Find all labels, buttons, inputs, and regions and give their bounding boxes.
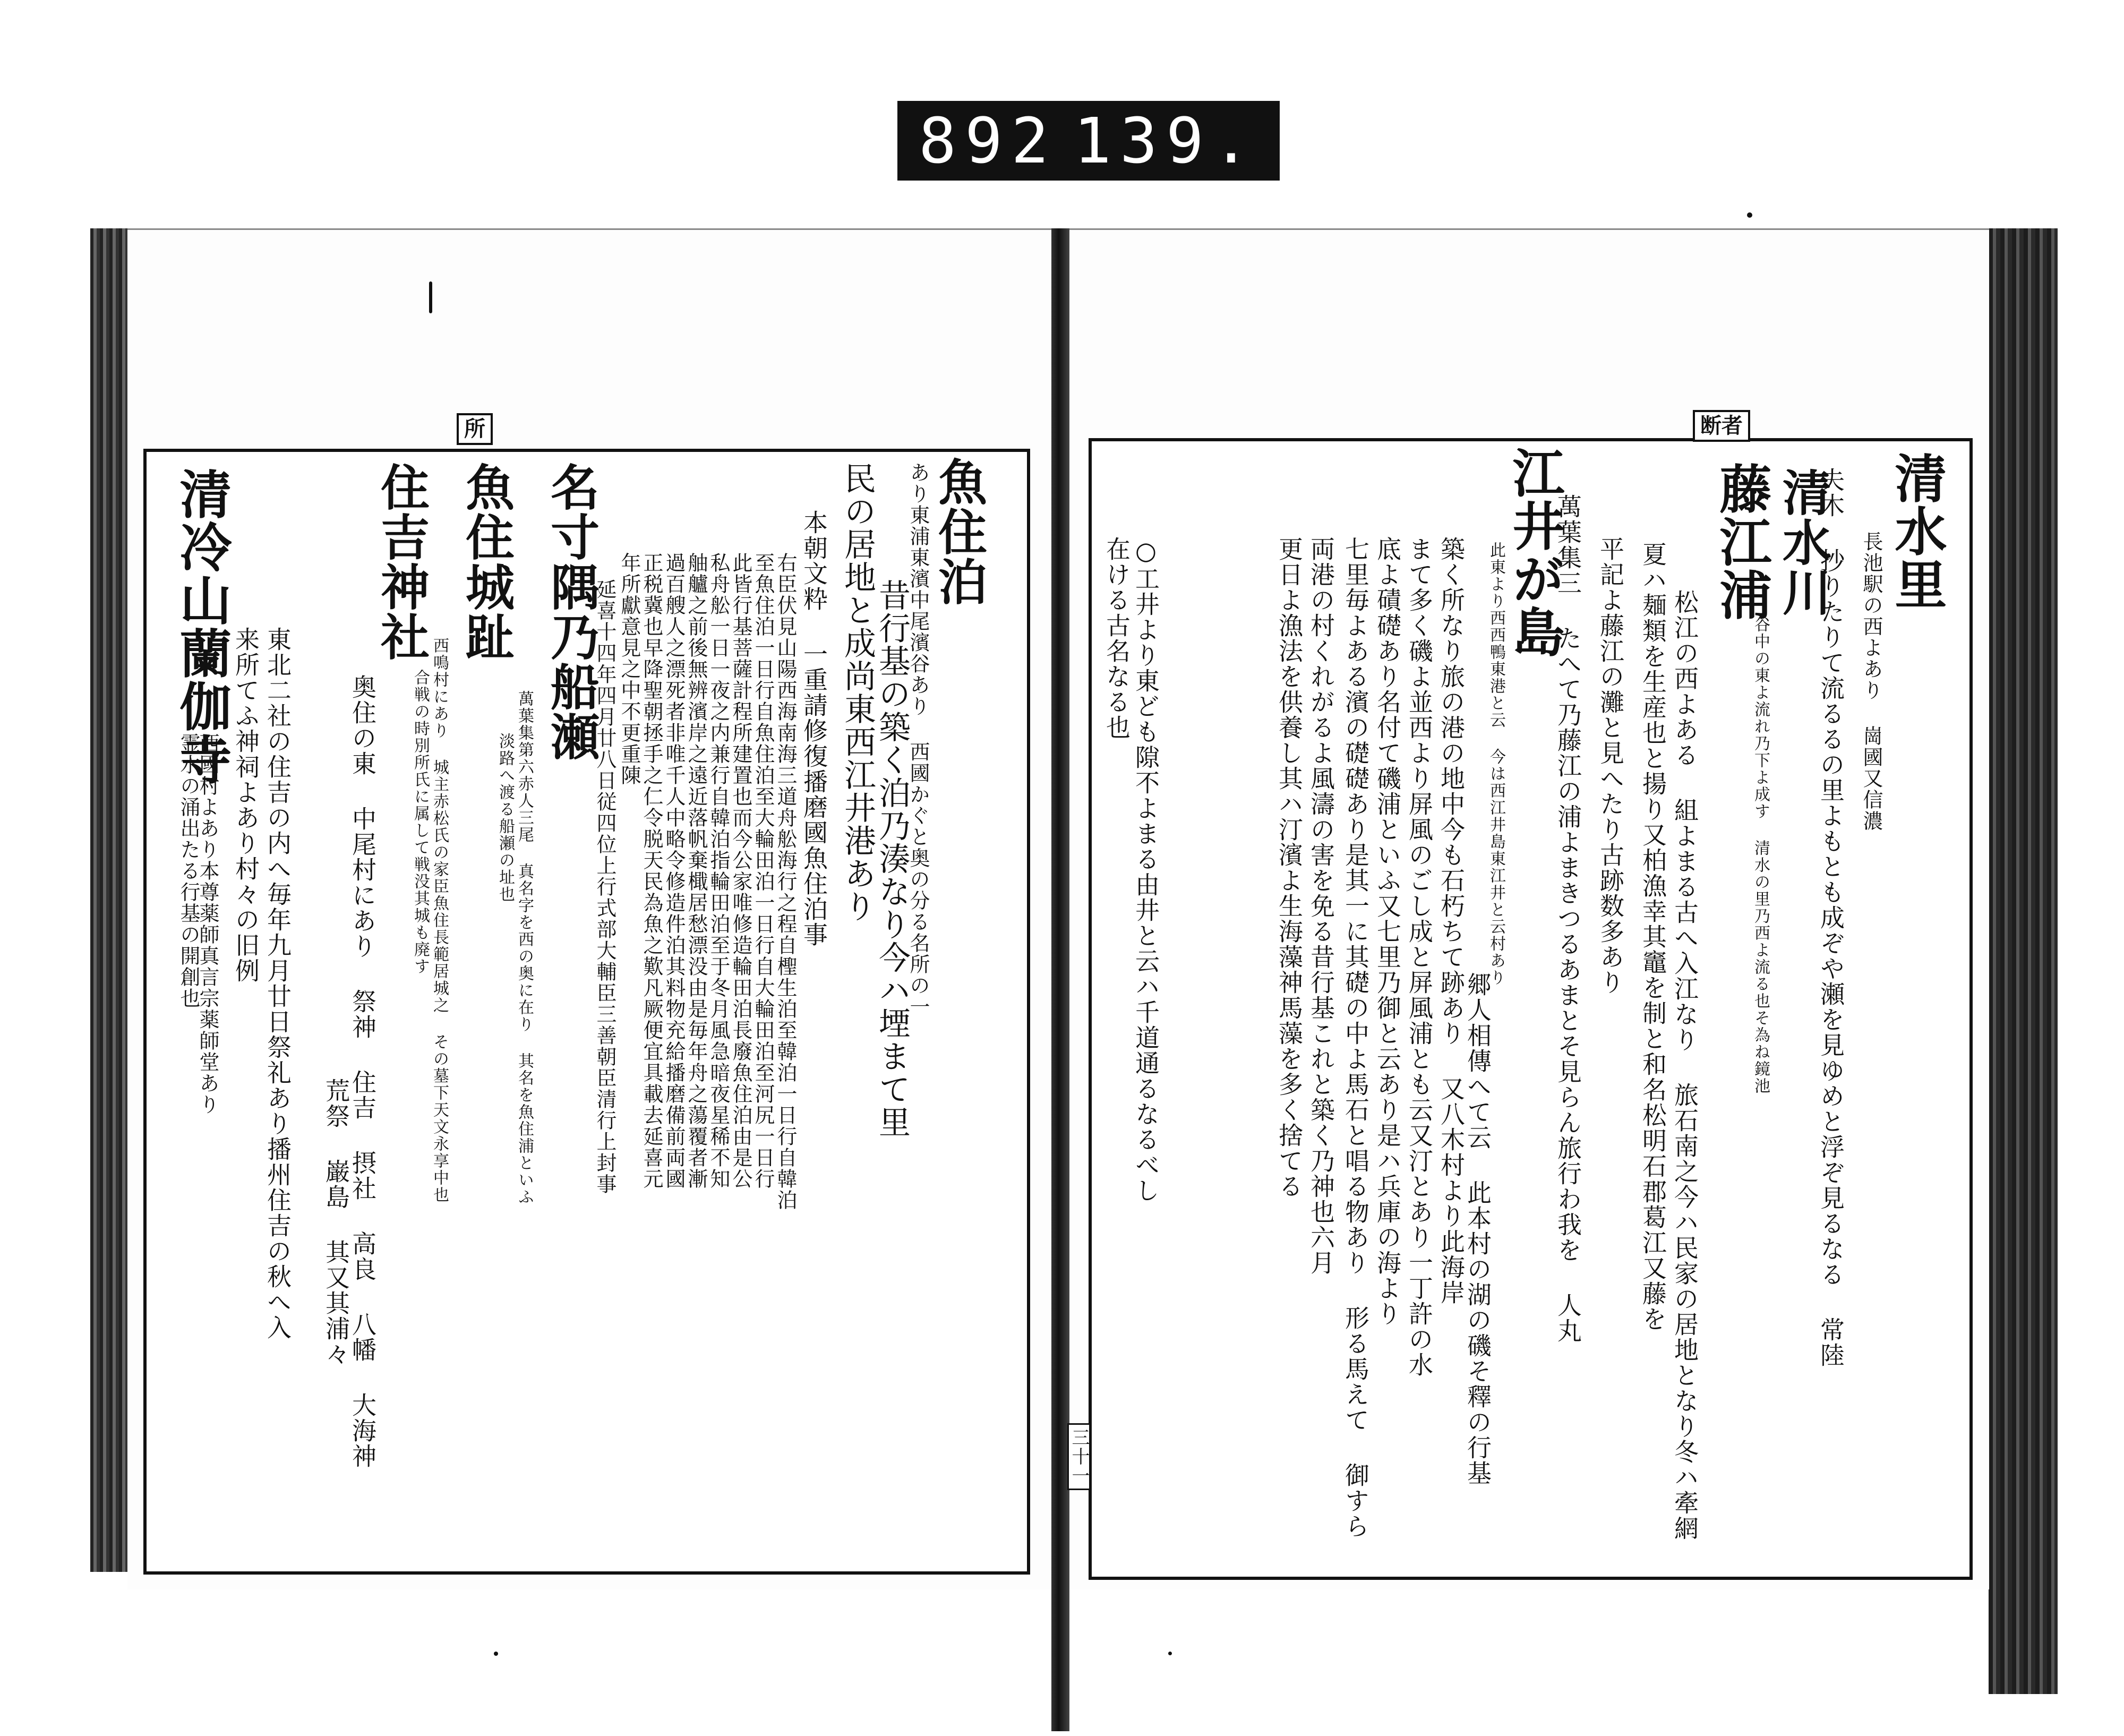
scan-mark: [429, 281, 432, 313]
left-text-column: 西鳴村にあり 城主赤松氏の家臣魚住長範居城之 その墓下天文永享中也: [430, 637, 449, 1203]
right-text-column: 両港の村くれがるよ風濤の害を免る昔行基これと築く乃神也六月: [1307, 536, 1335, 1276]
right-page-header-tab: 断者: [1693, 410, 1750, 442]
left-text-column: 魚住泊: [930, 457, 988, 606]
scan-speck: [1168, 1652, 1172, 1655]
left-text-column: 名寸隅乃船瀬: [543, 462, 600, 762]
right-text-column: 夏ハ麺類を生産也と揚り又柏漁幸其竈を制と和名松明石郡葛江又藤を: [1639, 542, 1667, 1332]
right-text-column: 此東より西西鴨東港と云 今は西江井島東江井と云村あり: [1487, 542, 1505, 986]
left-text-column: 延喜十四年四月廿八日従四位上行式部大輔臣三善朝臣清行上封事: [593, 579, 616, 1195]
left-text-column: 正税冀也早降聖朝拯手之仁令脱天民為魚之歎凡厥便宜具載去延喜元: [640, 552, 663, 1190]
right-text-column: 在ける古名なる也: [1102, 536, 1131, 740]
left-text-column: 淡路へ渡る船瀬の址也: [496, 733, 515, 903]
right-text-column: 萬葉集三 たへて乃藤江の浦よまきつるあまとそ見らん旅行わ我を 人丸: [1554, 494, 1582, 1344]
left-text-column: 奥住の東 中尾村にあり 祭神 住吉 摂社 高良 八幡 大海神: [348, 674, 377, 1469]
scan-speck: [494, 1652, 498, 1656]
left-text-column: 来所てふ神祠よあり村々の旧例: [232, 627, 260, 984]
right-text-column: 底よ磧礎あり名付て磯浦といふ又七里乃御と云あり是ハ兵庫の海より: [1373, 536, 1402, 1327]
left-text-column: 萬葉集第六赤人三尾 真名字を西の奥に在り 其名を魚住浦といふ: [515, 690, 534, 1205]
left-text-column: 舳艫之前後無辨濱岸之遠近落帆棄檝居愁漂没由是毎年舟之蕩覆者漸: [684, 552, 708, 1190]
right-text-column: ○工井より東ども隙不よまる由井と云ハ千道通るなるべし: [1132, 536, 1160, 1203]
left-text-column: あり東浦東濱中尾濱谷あり 西國かぐと奥の分る名所の一: [906, 462, 930, 1017]
left-text-column: 霊水の涌出たる行基の開創也: [177, 733, 200, 1009]
right-text-column: 七里毎よある濱の礎礎あり是其一に其礎の中よ馬石と唱る物あり 形る馬えて 御すら: [1341, 536, 1370, 1539]
right-text-column: 夫木 抄りたりて流るるの里よもとも成ぞや瀬を見ゆめと浮ぞ見るなる 常陸: [1817, 467, 1845, 1368]
left-text-column: 魚住城趾: [458, 462, 515, 662]
left-page-header-tab: 所: [457, 413, 493, 445]
left-text-column: 過百艘人之漂死者非唯千人中略令修造件泊其料物充給播磨備前両國: [662, 552, 686, 1190]
right-text-column: 藤江浦: [1711, 462, 1772, 621]
right-text-column: 平記よ藤江の灘と見へたり古跡数多あり: [1596, 536, 1625, 995]
left-text-column: 本朝文粋 一重請修復播磨國魚住泊事: [800, 510, 828, 947]
right-text-column: 谷中の東よ流れ乃下よ成す 清水の里乃西よ流る也そ為ね鏡池: [1751, 616, 1770, 1094]
left-text-column: 荒祭 巌島 其又其浦々: [322, 1078, 350, 1367]
left-text-column: 年所獻意見之中不更重陳: [618, 552, 641, 786]
right-text-column: 江井が島: [1504, 446, 1565, 659]
right-text-column: 築く所なり旅の港の地中今も石朽ちて跡あり 又八木村より此海岸: [1437, 536, 1466, 1305]
accession-number-right: 139.: [1073, 104, 1258, 177]
left-text-column: 私舟舩一日一夜之内兼行自韓泊指輪田泊至于冬月風急暗夜星稀不知: [707, 552, 730, 1190]
right-text-column: 清水里: [1886, 451, 1947, 611]
right-fore-edge: [1989, 228, 2058, 1694]
left-fore-edge: [90, 228, 127, 1572]
right-text-column: 長池駅の西よあり 崗國又信濃: [1860, 531, 1883, 832]
scan-speck: [1747, 212, 1752, 218]
accession-label: [897, 101, 1280, 181]
right-text-column: 更日よ漁法を供養し其ハ汀濱よ生海藻神馬藻を多く捨てる: [1275, 536, 1304, 1199]
left-text-column: 合戦の時別所氏に属して戦没其城も廃す: [411, 669, 430, 975]
right-text-column: 清水川: [1775, 467, 1832, 617]
accession-number-left: 892: [919, 104, 1058, 177]
left-text-column: 住吉神社: [373, 462, 430, 662]
left-text-column: 東北二社の住吉の内へ毎年九月廿日祭礼あり播州住吉の秋へ入: [263, 627, 292, 1340]
gutter-page-number: 三十一: [1067, 1423, 1091, 1490]
left-text-column: 此皆行基菩薩計程所建置也而今公家唯修造輪田泊長廢魚住泊由是公: [729, 552, 752, 1190]
left-text-column: 昔行基の築く泊乃湊なり今ハ堙まて里: [873, 579, 911, 1139]
left-text-column: 至魚住泊一日行自魚住泊至大輪田泊一日行自大輪田泊至河尻一日行: [751, 552, 775, 1190]
book-spine: [1051, 228, 1069, 1731]
left-text-column: 西國村よあり本尊薬師真言宗薬師堂あり: [196, 733, 219, 1115]
right-text-column: 松江の西よある 組よまる古へ入江なり 旅石南之今ハ民家の居地となり冬ハ牽網: [1671, 589, 1699, 1541]
left-text-column: 民の居地と成尚東西江井港あり: [839, 462, 876, 923]
left-text-column: 清冷山蘭伽寺: [171, 467, 232, 786]
left-text-column: 右臣伏見山陽西海南海三道舟舩海行之程自檉生泊至韓泊一日行自韓泊: [774, 552, 797, 1211]
right-text-column: 郷人相傳へて云 此本村の湖の磯そ釋の行基: [1463, 972, 1492, 1486]
right-text-column: まて多く磯よ並西より屏風のごし成と屏風浦とも云又汀とあり一丁許の水: [1405, 536, 1434, 1378]
